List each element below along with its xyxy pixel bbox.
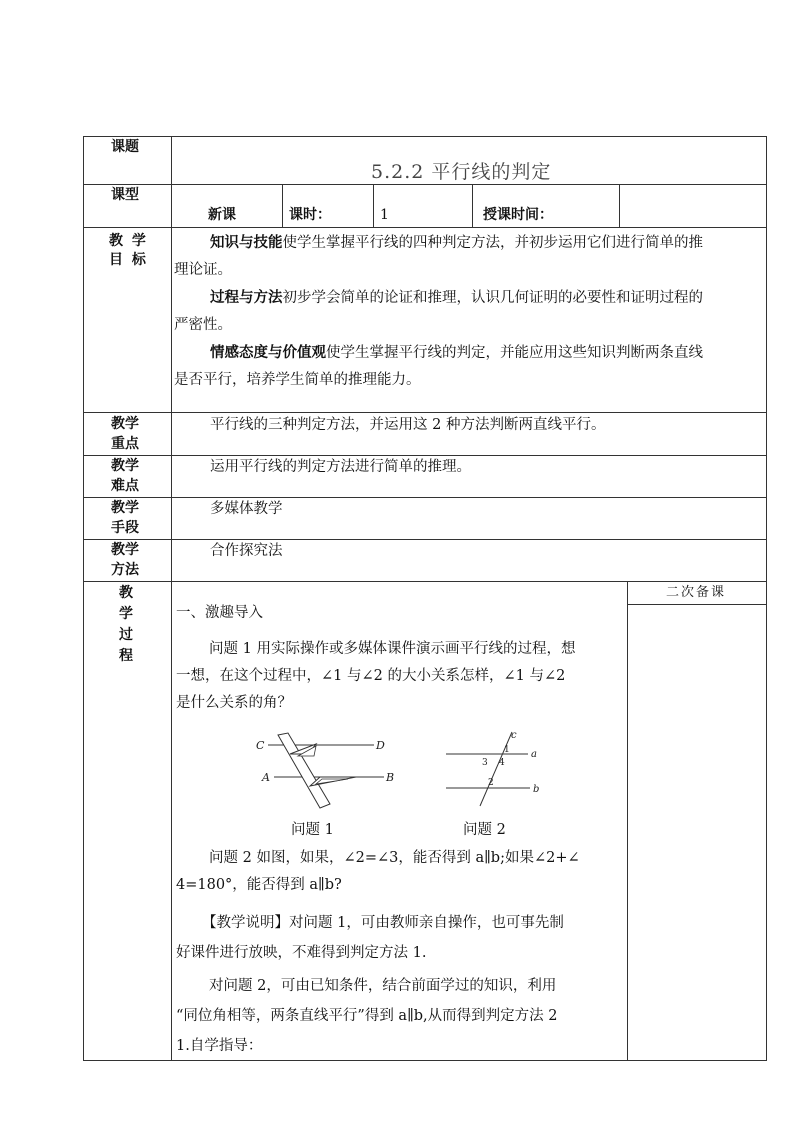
focus-label: 重点 <box>111 436 139 452</box>
hours-label: 课时： <box>289 207 331 223</box>
type-row-rule <box>282 184 283 228</box>
attitude-title: 情感态度与价值观 <box>210 344 326 361</box>
process-text: 严密性。 <box>174 317 232 333</box>
figure-2-angle-3: 3 <box>482 758 488 768</box>
figure-2-caption: 问题 2 <box>463 822 506 838</box>
difficulty-label: 教学 <box>111 458 139 474</box>
figure-2-label-c: c <box>511 730 517 741</box>
date-label: 授课时间： <box>483 207 553 223</box>
means-text: 多媒体教学 <box>210 501 283 517</box>
secondary-prep-header: 二次备课 <box>666 585 727 600</box>
process-label-char: 程 <box>119 648 133 664</box>
figure-1-label-c: C <box>256 739 265 752</box>
hours-value: 1 <box>380 207 389 223</box>
figure-1-diagram <box>250 730 410 815</box>
knowledge-text: 使学生掌握平行线的四种判定方法，并初步运用它们进行简单的推 <box>282 235 703 251</box>
type-value: 新课 <box>208 207 236 223</box>
table-border-right <box>766 136 767 1061</box>
section-heading: 一、激趣导入 <box>176 605 263 621</box>
page-title: 5.2.2 平行线的判定 <box>371 161 552 183</box>
figure-2-angle-2: 2 <box>488 778 494 788</box>
figure-1-label-b: B <box>386 771 395 784</box>
figure-1-caption: 问题 1 <box>291 822 334 838</box>
type-row-rule <box>472 184 473 228</box>
label-column-rule <box>171 136 172 1061</box>
table-rule <box>83 539 767 540</box>
method-label: 方法 <box>111 562 139 578</box>
figure-2-angle-1: 1 <box>504 745 510 755</box>
question-2: 问题 2 如图，如果，∠2=∠3，能否得到 a∥b;如果∠2+∠ 4=180°，能否得到 a∥b? <box>176 850 580 893</box>
type-label: 课型 <box>111 187 139 203</box>
figure-1-label-a: A <box>262 771 270 784</box>
table-rule <box>83 497 767 498</box>
figure-1-label-d: D <box>376 739 385 752</box>
knowledge-title: 知识与技能 <box>210 234 283 251</box>
goals-label: 目 标 <box>109 252 148 268</box>
means-label: 教学 <box>111 500 139 516</box>
process-label-char: 教 <box>119 585 133 601</box>
table-rule <box>83 455 767 456</box>
figure-2-diagram <box>440 728 550 813</box>
process-text: 初步学会简单的论证和推理，认识几何证明的必要性和证明过程的 <box>282 290 703 306</box>
focus-text: 平行线的三种判定方法，并运用这 2 种方法判断两直线平行。 <box>210 417 606 433</box>
method-text: 合作探究法 <box>210 543 283 559</box>
process-label-char: 过 <box>119 627 133 643</box>
teaching-note: 【教学说明】对问题 1，可由教师亲自操作，也可事先制 好课件进行放映，不难得到判定方法 1. <box>176 915 564 961</box>
process-label-char: 学 <box>119 606 133 622</box>
topic-label: 课题 <box>111 139 139 155</box>
type-row-rule <box>619 184 620 228</box>
secondary-header-rule <box>627 604 767 605</box>
table-rule <box>83 412 767 413</box>
goals-text <box>174 229 764 394</box>
question-2-explanation: 对问题 2，可由已知条件，结合前面学过的知识，利用 “同位角相等，两条直线平行”得到 a∥b,从而得到判定方法 2 1.自学指导： <box>176 978 558 1054</box>
table-rule <box>83 227 767 228</box>
attitude-text: 使学生掌握平行线的判定，并能应用这些知识判断两条直线 <box>326 345 703 361</box>
table-border-top <box>83 136 767 137</box>
knowledge-text: 理论证。 <box>174 262 232 278</box>
goals-label: 教 学 <box>109 233 148 249</box>
type-row-rule <box>373 184 374 228</box>
difficulty-label: 难点 <box>111 478 139 494</box>
table-border-left <box>83 136 84 1061</box>
figure-2-angle-4: 4 <box>499 758 505 768</box>
table-rule <box>83 184 767 185</box>
figure-2-label-a: a <box>531 749 537 760</box>
table-rule <box>83 581 767 582</box>
focus-label: 教学 <box>111 416 139 432</box>
figure-2-label-b: b <box>533 784 540 795</box>
method-label: 教学 <box>111 542 139 558</box>
process-title: 过程与方法 <box>210 289 283 306</box>
secondary-column-rule <box>627 581 628 1061</box>
means-label: 手段 <box>111 520 139 536</box>
difficulty-text: 运用平行线的判定方法进行简单的推理。 <box>210 459 471 475</box>
attitude-text: 是否平行，培养学生简单的推理能力。 <box>174 372 421 388</box>
question-1: 问题 1 用实际操作或多媒体课件演示画平行线的过程，想 一想，在这个过程中，∠1 与∠2 的大小关系怎样，∠1 与∠2 是什么关系的角？ <box>176 641 576 711</box>
